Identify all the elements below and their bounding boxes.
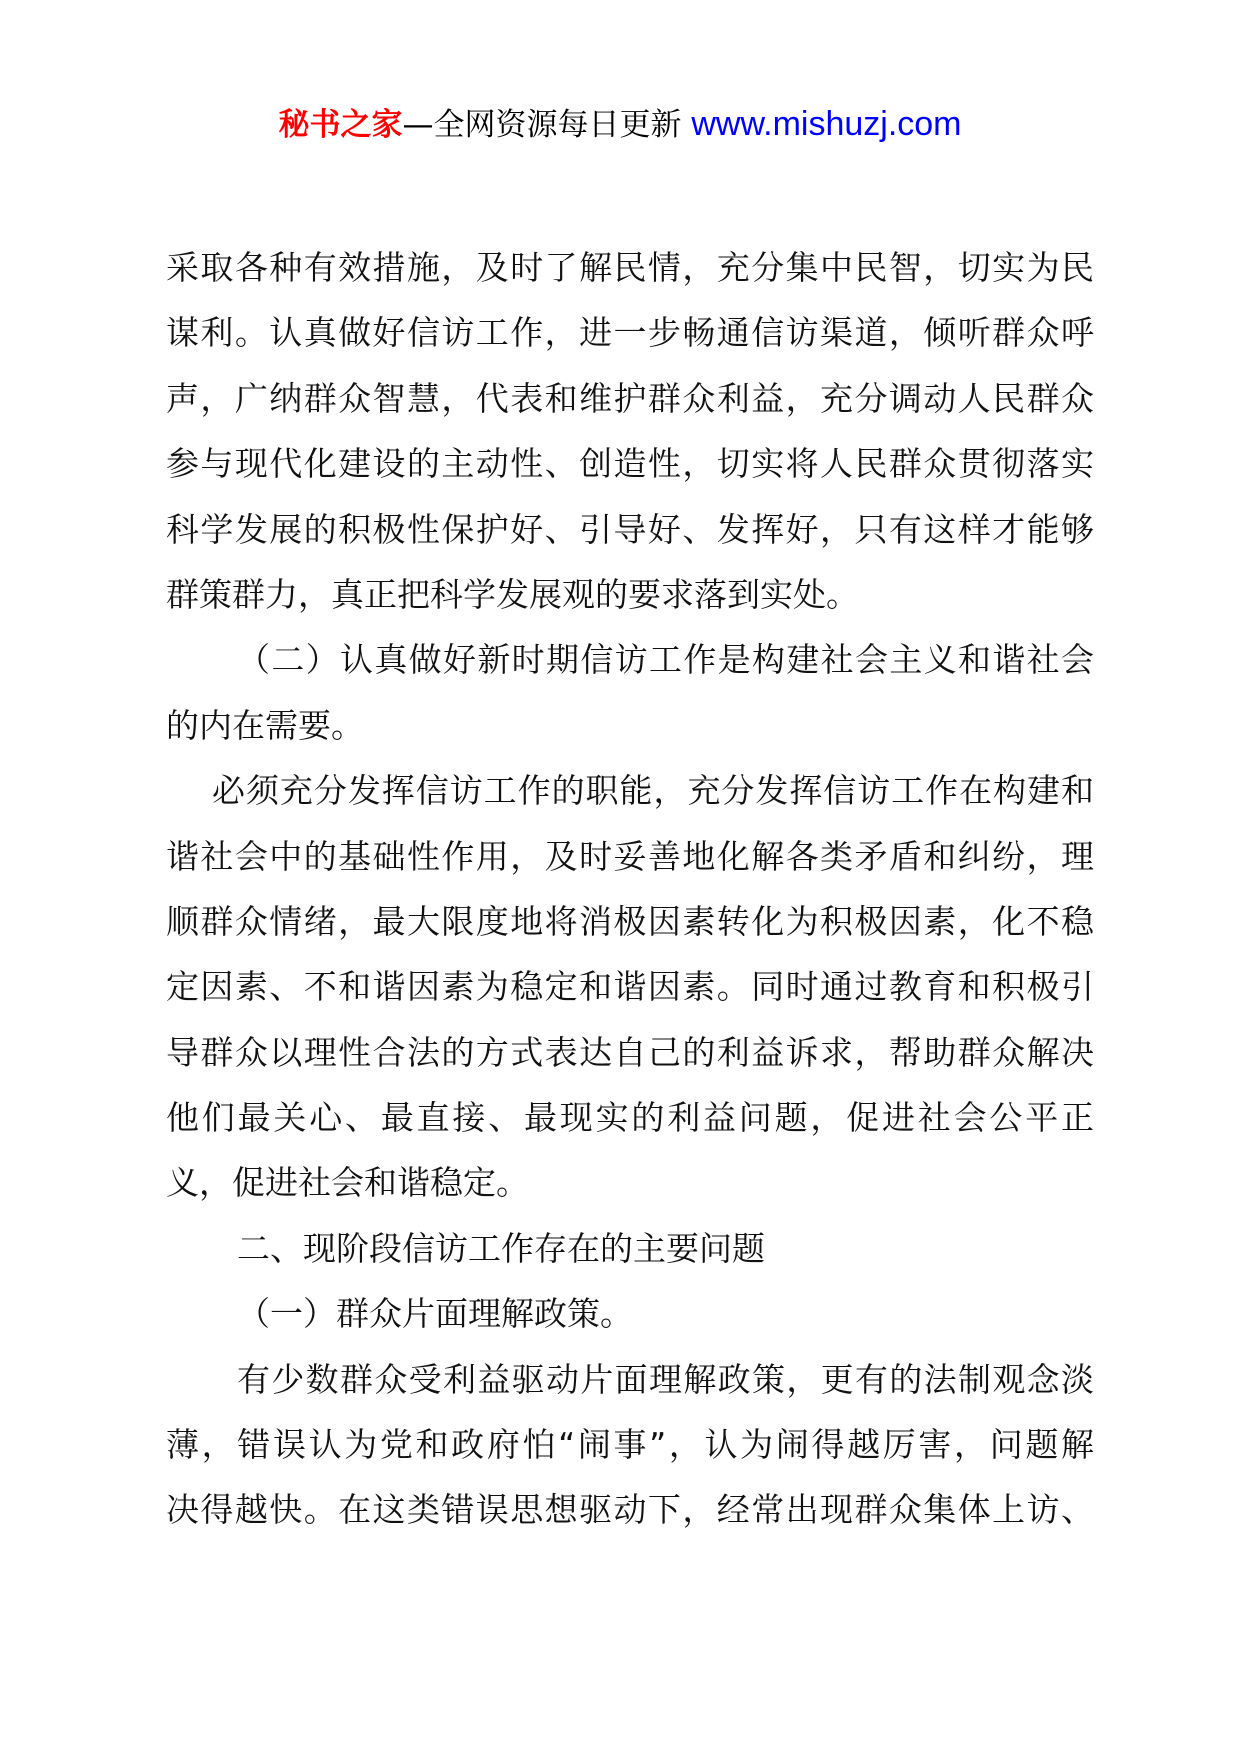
chapter-heading: 二、现阶段信访工作存在的主要问题 [237, 1228, 765, 1268]
text-line: 采取各种有效措施，及时了解民情，充分集中民智，切实为民 [166, 248, 1094, 287]
section-heading: （二）认真做好新时期信访工作是构建社会主义和谐社会 [237, 640, 1094, 680]
text-line: 顺群众情绪，最大限度地将消极因素转化为积极因素，化不稳 [166, 901, 1094, 941]
text-line: 导群众以理性合法的方式表达自己的利益诉求，帮助群众解决 [166, 1032, 1094, 1072]
section-heading: （一）群众片面理解政策。 [237, 1294, 633, 1334]
text-line: 谋利。认真做好信访工作，进一步畅通信访渠道，倾听群众呼 [166, 313, 1094, 353]
text-line: 义，促进社会和谐稳定。 [166, 1163, 529, 1203]
text-line: 必须充分发挥信访工作的职能，充分发挥信访工作在构建和 [212, 771, 1094, 811]
text-line: 群策群力，真正把科学发展观的要求落到实处。 [166, 574, 859, 614]
header-tagline: —全网资源每日更新 [402, 107, 692, 143]
brand-name: 秘书之家 [278, 107, 403, 143]
text-line: 定因素、不和谐因素为稳定和谐因素。同时通过教育和积极引 [166, 967, 1094, 1007]
text-line: 谐社会中的基础性作用，及时妥善地化解各类矛盾和纠纷，理 [166, 836, 1094, 876]
text-line: 科学发展的积极性保护好、引导好、发挥好，只有这样才能够 [166, 509, 1094, 549]
text-line: 决得越快。在这类错误思想驱动下，经常出现群众集体上访、 [166, 1490, 1094, 1530]
site-header [0, 102, 1240, 147]
site-url-link[interactable]: www.mishuzj.com [691, 105, 962, 143]
document-body [166, 235, 1094, 1543]
text-line: 参与现代化建设的主动性、创造性，切实将人民群众贯彻落实 [166, 444, 1094, 484]
text-line: 他们最关心、最直接、最现实的利益问题，促进社会公平正 [166, 1098, 1094, 1138]
section-heading: 的内在需要。 [166, 705, 364, 745]
text-line: 有少数群众受利益驱动片面理解政策，更有的法制观念淡 [237, 1359, 1094, 1399]
text-line: 薄，错误认为党和政府怕“闹事”，认为闹得越厉害，问题解 [166, 1425, 1094, 1465]
text-line: 声，广纳群众智慧，代表和维护群众利益，充分调动人民群众 [166, 378, 1094, 418]
